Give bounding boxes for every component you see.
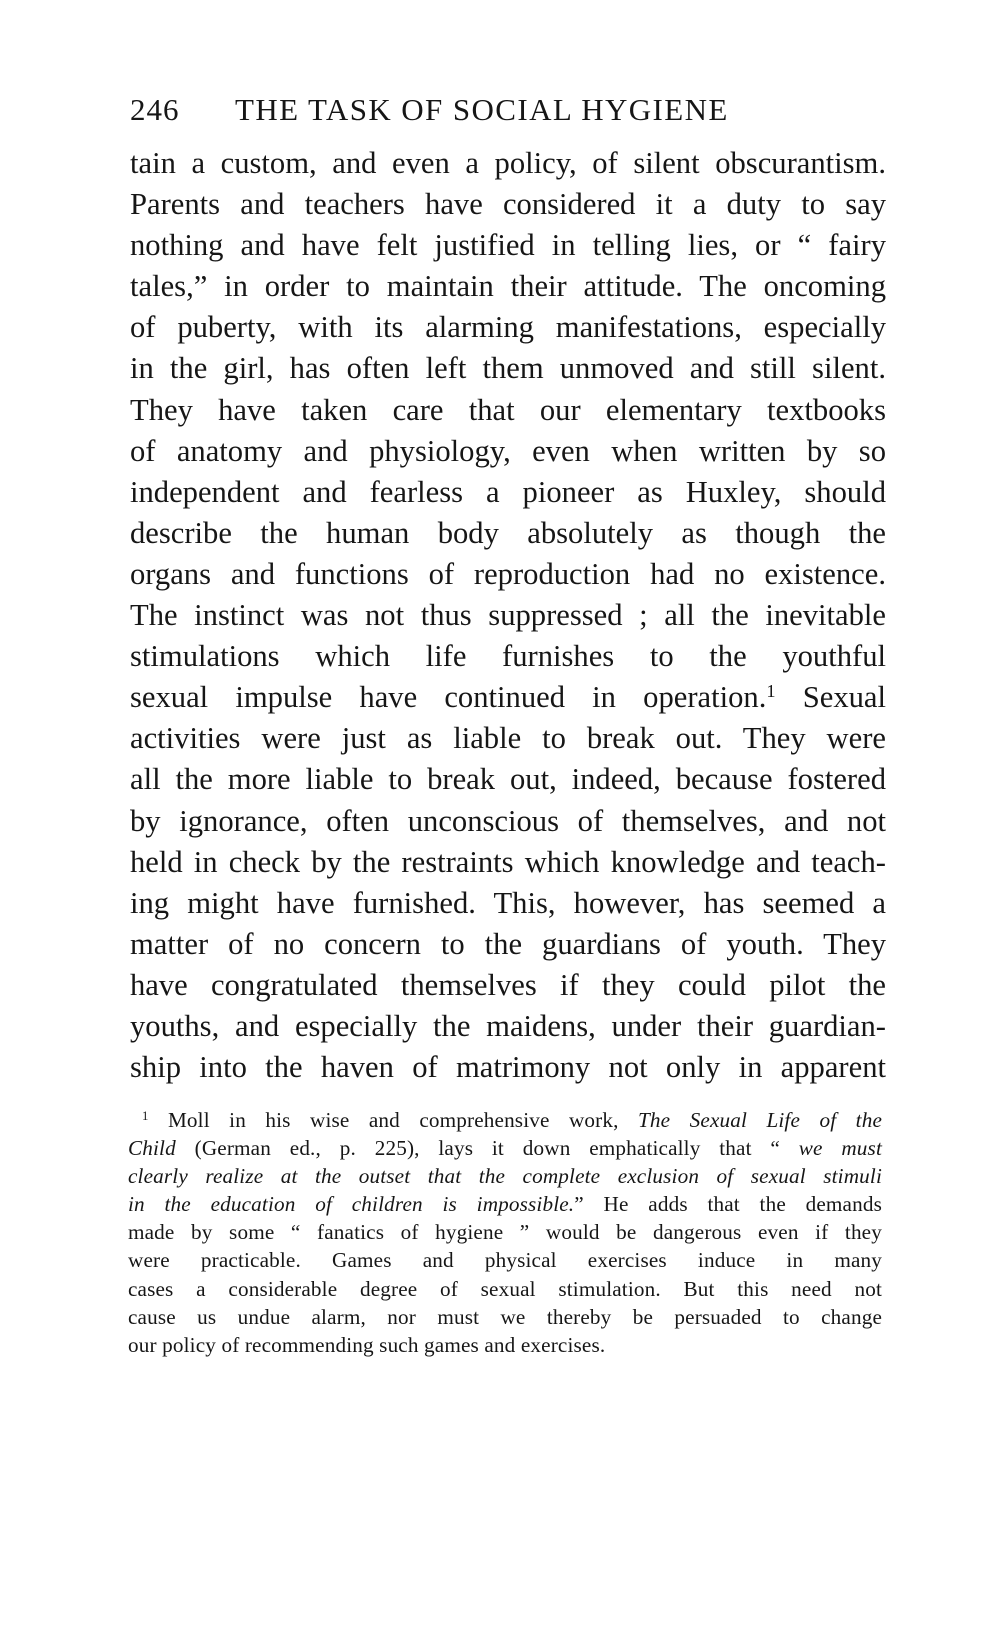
footnote-line bbox=[128, 1106, 882, 1134]
text-segment: (German ed., p. 225), lays it down emphatically that “ bbox=[175, 1136, 799, 1161]
footnote-line: made by some “ fanatics of hygiene ” would be dangerous even if they bbox=[128, 1220, 882, 1245]
text-line: activities were just as liable to break out. They were bbox=[130, 721, 886, 756]
text-line: nothing and have felt justified in telling lies, or “ fairy bbox=[130, 228, 886, 263]
text-line: have congratulated themselves if they could pilot the bbox=[130, 967, 886, 1002]
book-title-italic: The Sexual Life of the bbox=[638, 1108, 883, 1132]
text-line: by ignorance, often unconscious of themselves, and not bbox=[130, 803, 886, 838]
footnote-line: our policy of recommending such games and exercises. bbox=[128, 1332, 606, 1357]
text-line: tain a custom, and even a policy, of silent obscurantism. bbox=[130, 146, 886, 180]
book-title-italic: Child bbox=[128, 1136, 176, 1161]
running-header bbox=[130, 88, 890, 132]
footnote-reference: 1 bbox=[766, 681, 776, 702]
text-line: The instinct was not thus suppressed ; all the inevitable bbox=[130, 598, 886, 633]
quote-italic: in the education of children is impossible. bbox=[128, 1192, 575, 1217]
text-line: independent and fearless a pioneer as Huxley, should bbox=[130, 474, 886, 509]
quote-italic: clearly realize at the outset that the complete exclusion of sexual stimuli bbox=[128, 1164, 882, 1189]
text-line: organs and functions of reproduction had no existence. bbox=[130, 556, 886, 591]
text-segment: sexual impulse have continued in operation. bbox=[130, 680, 767, 715]
text-line: describe the human body absolutely as though the bbox=[130, 515, 886, 550]
text-line: ing might have furnished. This, however, has seemed a bbox=[130, 885, 886, 920]
text-segment: ” He adds that the demands bbox=[574, 1192, 882, 1217]
text-line: ship into the haven of matrimony not only in apparent bbox=[130, 1050, 886, 1085]
footnote-marker: 1 bbox=[142, 1109, 149, 1124]
page-number: 246 bbox=[130, 92, 180, 127]
footnote-line: cause us undue alarm, nor must we thereby be persuaded to change bbox=[128, 1304, 882, 1329]
text-line: They have taken care that our elementary textbooks bbox=[130, 392, 886, 427]
text-line-with-footnote-ref bbox=[130, 677, 886, 718]
footnote bbox=[128, 1106, 882, 1359]
text-line: matter of no concern to the guardians of youth. They bbox=[130, 926, 886, 961]
text-line: of anatomy and physiology, even when written by so bbox=[130, 433, 886, 468]
text-line: tales,” in order to maintain their attitude. The oncoming bbox=[130, 269, 886, 304]
footnote-line bbox=[128, 1190, 882, 1218]
footnote-line bbox=[128, 1162, 882, 1190]
text-line: of puberty, with its alarming manifestations, especially bbox=[130, 310, 886, 345]
text-line: in the girl, has often left them unmoved and still silent. bbox=[130, 351, 886, 386]
running-title: THE TASK OF SOCIAL HYGIENE bbox=[235, 92, 729, 127]
text-line: all the more liable to break out, indeed, because fostered bbox=[130, 762, 886, 797]
text-line: stimulations which life furnishes to the youthful bbox=[130, 639, 886, 674]
text-segment: Sexual bbox=[775, 680, 886, 715]
text-line: youths, and especially the maidens, under their guardian- bbox=[130, 1008, 886, 1043]
quote-italic: we must bbox=[798, 1136, 882, 1161]
text-line: held in check by the restraints which knowledge and teach- bbox=[130, 844, 886, 879]
footnote-line: were practicable. Games and physical exercises induce in many bbox=[128, 1248, 882, 1273]
body-text bbox=[130, 143, 886, 1088]
footnote-line bbox=[128, 1134, 882, 1162]
footnote-line: cases a considerable degree of sexual stimulation. But this need not bbox=[128, 1276, 882, 1301]
text-line: Parents and teachers have considered it a duty to say bbox=[130, 187, 886, 222]
text-segment: Moll in his wise and comprehensive work, bbox=[148, 1108, 638, 1132]
